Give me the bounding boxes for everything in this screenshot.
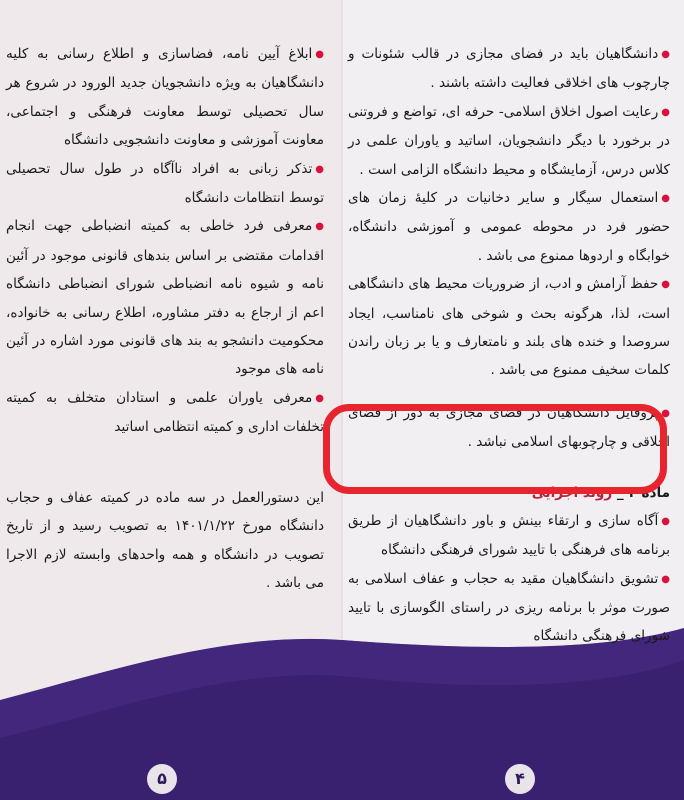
circle-bullet-icon: ●: [315, 163, 324, 175]
highlighted-rule-paragraph: ●پروفایل دانشگاهیان در فضای مجازی به دور از فضای اخلاقی و چارچوبهای اسلامی نباشد .: [348, 399, 670, 457]
closing-paragraph: این دستورالعمل در سه ماده در کمیته عفاف و حجاب دانشگاه مورخ ۱۴۰۱/۱/۲۲ به تصویب رسید و از تاریخ تصویب در دانشگاه و همه واحدهای وابسته لازم الاجرا می باشد .: [6, 489, 324, 591]
circle-bullet-icon: ●: [661, 279, 670, 291]
rule-paragraph: ●حفظ آرامش و ادب، از ضروریات محیط های دانشگاهی است، لذا، هرگونه بحث و شوخی های نامناسب، ایجاد سروصدا و خنده های بلند و نامتعارف و یا بر زبان راندن کلمات سخیف ممنوع می باشد .: [348, 270, 670, 385]
section-heading: ماده ۳ _ روند اجرایی: [531, 484, 670, 501]
rule-paragraph: ●معرفی یاوران علمی و استادان متخلف به کمیته تخلفات اداری و کمیته انتظامی اساتید: [6, 384, 324, 442]
circle-bullet-icon: ●: [315, 221, 324, 233]
circle-bullet-icon: ●: [315, 49, 324, 60]
circle-bullet-icon: ●: [661, 573, 670, 585]
circle-bullet-icon: ●: [661, 193, 670, 205]
circle-bullet-icon: ●: [661, 407, 670, 419]
circle-bullet-icon: ●: [661, 515, 670, 527]
procedure-paragraph: ●آگاه سازی و ارتقاء بینش و باور دانشگاهیان از طریق برنامه های فرهنگی با تایید شورای فرهنگی دانشگاه: [348, 507, 670, 565]
circle-bullet-icon: ●: [661, 49, 670, 60]
rule-paragraph: ●معرفی فرد خاطی به کمیته انضباطی جهت انجام اقدامات مقتضی بر اساس بندهای قانونی موجود در آئین نامه و شیوه نامه انضباطی شورای انضباطی دانشگاه اعم از ارجاع به دفتر مشاوره، اطلاع رسانی به خانواده، محکومیت دانشجو به بند های قانونی مورد اشاره در آئین نامه های موجود: [6, 212, 324, 383]
procedure-paragraph: ●تشویق دانشگاهیان مقید به حجاب و عفاف اسلامی به صورت موثر با برنامه ریزی در راستای الگوسازی با تایید شورای فرهنگی دانشگاه: [348, 565, 670, 651]
rule-paragraph: ●دانشگاهیان باید در فضای مجازی در قالب شئونات و چارچوب های اخلاقی فعالیت داشته باشند .: [348, 40, 670, 98]
rule-paragraph: ●رعایت اصول اخلاق اسلامی- حرفه ای، تواضع و فروتنی در برخورد با دیگر دانشجویان، اساتید و یاوران علمی در کلاس درس، آزمایشگاه و محیط دانشگاه الزامی است .: [348, 98, 670, 184]
rule-paragraph: ●استعمال سیگار و سایر دخانیات در کلیهٔ زمان های حضور فرد در محوطه عمومی و آموزشی دانشگاه، خوابگاه و اردوها ممنوع می باشد .: [348, 184, 670, 270]
rule-paragraph: ●تذکر زبانی به افراد ناآگاه در طول سال تحصیلی توسط انتظامات دانشگاه: [6, 155, 324, 213]
right-page: [342, 0, 684, 800]
rule-paragraph: ●ابلاغ آیین نامه، فضاسازی و اطلاع رسانی به کلیه دانشگاهیان به ویژه دانشجویان جدید الورود در شروع هر سال تحصیلی توسط معاونت فرهنگی و اجتماعی، معاونت آموزشی و معاونت دانشجویی دانشگاه: [6, 40, 324, 155]
page-number-right: ۴: [505, 764, 535, 794]
circle-bullet-icon: ●: [315, 392, 324, 404]
circle-bullet-icon: ●: [661, 106, 670, 118]
page-number-left: ۵: [147, 764, 177, 794]
